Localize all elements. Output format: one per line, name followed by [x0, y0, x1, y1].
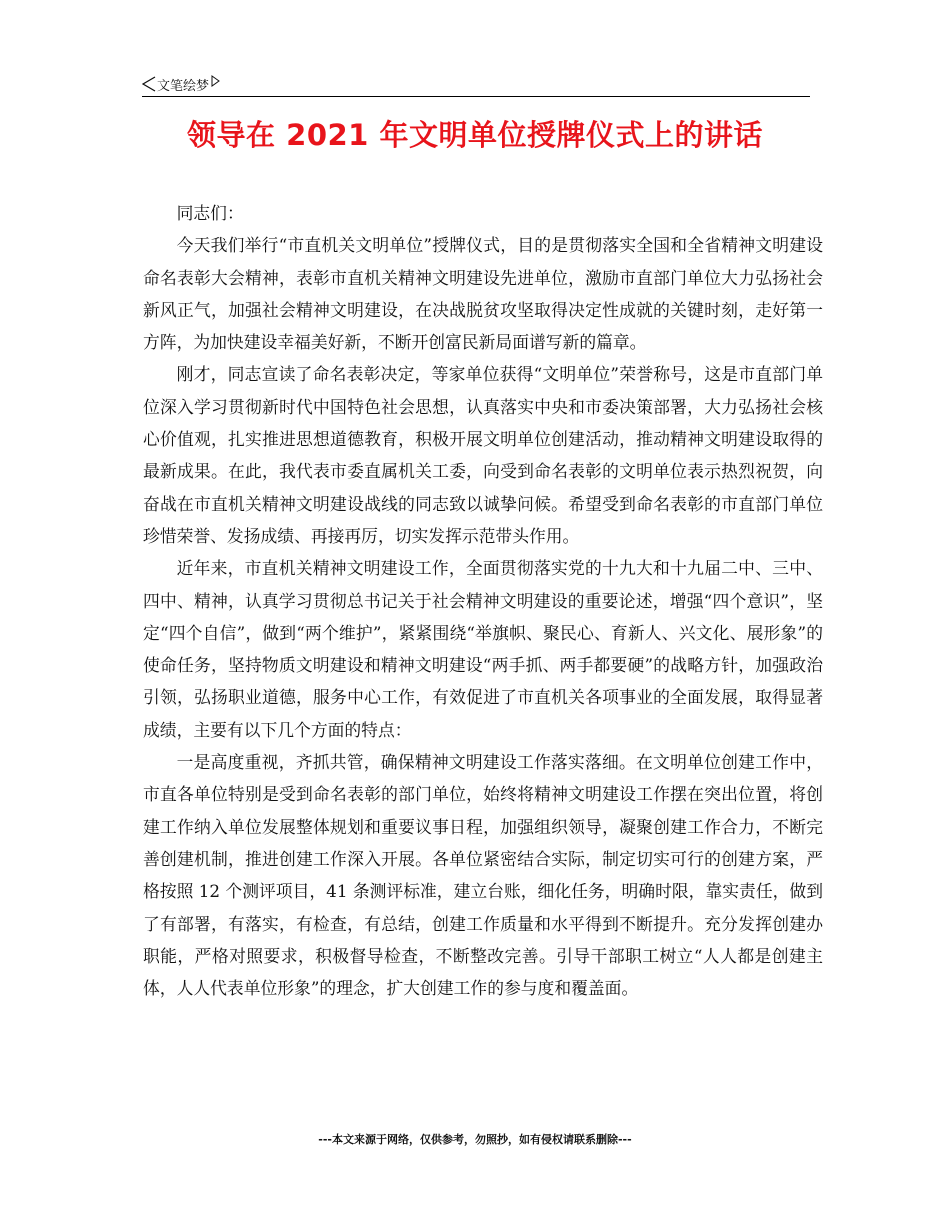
paragraph: 今天我们举行“市直机关文明单位”授牌仪式，目的是贯彻落实全国和全省精神文明建设命名表彰大会精神，表彰市直机关精神文明建设先进单位，激励市直部门单位大力弘扬社会新风正气，加强社会精神文明建设，在决战脱贫攻坚取得决定性成就的关键时刻，走好第一方阵，为加快建设幸福美好新，不断开创富民新局面谱写新的篇章。	[143, 235, 823, 353]
left-triangle-icon	[142, 76, 156, 92]
paragraph: 近年来，市直机关精神文明建设工作，全面贯彻落实党的十九大和十九届二中、三中、四中、精神，认真学习贯彻总书记关于社会精神文明建设的重要论述，增强“四个意识”，坚定“四个自信”，做到“两个维护”，紧紧围绕“举旗帜、聚民心、育新人、兴文化、展形象”的使命任务，坚持物质文明建设和精神文明建设“两手抓、两手都要硬”的战略方针，加强政治引领，弘扬职业道德，服务中心工作，有效促进了市直机关各项事业的全面发展，取得显著成绩，主要有以下几个方面的特点：	[143, 558, 823, 740]
brand	[142, 74, 220, 94]
salutation: 同志们：	[176, 203, 244, 223]
source-disclaimer: ---本文来源于网络，仅供参考，勿照抄，如有侵权请联系删除---	[318, 1133, 632, 1146]
brand-label: 文笔绘梦	[157, 78, 210, 94]
small-right-triangle-icon	[211, 75, 220, 87]
paragraph: 一是高度重视，齐抓共管，确保精神文明建设工作落实落细。在文明单位创建工作中，市直各单位特别是受到命名表彰的部门单位，始终将精神文明建设工作摆在突出位置，将创建工作纳入单位发展整体规划和重要议事日程，加强组织领导，凝聚创建工作合力，不断完善创建机制，推进创建工作深入开展。各单位紧密结合实际，制定切实可行的创建方案，严格按照 12 个测评项目，41 条测评标准，建立台账，细化任务，明确时限，靠实责任，做到了有部署，有落实，有检查，有总结，创建工作质量和水平得到不断提升。充分发挥创建办职能，严格对照要求，积极督导检查，不断整改完善。引导干部职工树立“人人都是创建主体，人人代表单位形象”的理念，扩大创建工作的参与度和覆盖面。	[143, 752, 823, 999]
paragraph: 刚才，同志宣读了命名表彰决定，等家单位获得“文明单位”荣誉称号，这是市直部门单位深入学习贯彻新时代中国特色社会思想，认真落实中央和市委决策部署，大力弘扬社会核心价值观，扎实推进思想道德教育，积极开展文明单位创建活动，推动精神文明建设取得的最新成果。在此，我代表市委直属机关工委，向受到命名表彰的文明单位表示热烈祝贺，向奋战在市直机关精神文明建设战线的同志致以诚挚问候。希望受到命名表彰的市直部门单位珍惜荣誉、发扬成绩、再接再厉，切实发挥示范带头作用。	[143, 364, 823, 546]
document-title: 领导在 2021 年文明单位授牌仪式上的讲话	[187, 118, 763, 152]
page-header	[142, 74, 810, 97]
document-body	[143, 197, 823, 1004]
